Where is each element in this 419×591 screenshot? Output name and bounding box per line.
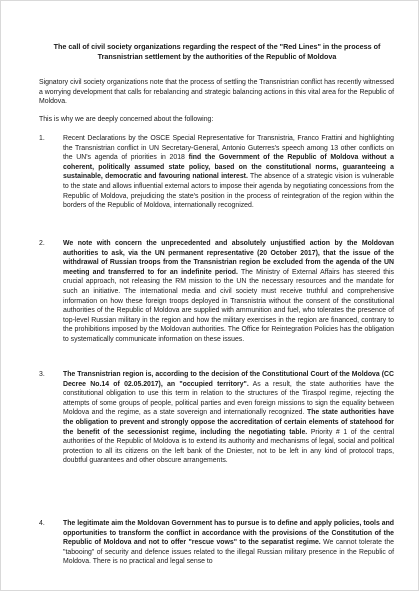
- document-title: The call of civil society organizations regarding the respect of the "Red Lines" in the process of Transnistrian settlement by the authorities of the Republic of Moldova: [53, 42, 381, 61]
- item-bold-text: find the Government of the Republic of Moldova without a coherent, politically assumed state policy, based on the constitutional norms, guaranteeing a sustainable, democratic and favouring national interest.: [63, 154, 394, 181]
- item-body: [63, 519, 394, 567]
- item-text: The absence of a strategic vision is vulnerable to the state and allows influential external actors to impose their agenda by negotiating concessions from the Republic of Moldova, prejudicing the state's position in the process of reintegration of the region within the borders of the Republic of Moldova, internationally recognized.: [63, 173, 394, 210]
- item-number: 3.: [39, 371, 45, 378]
- item-text: Recent Declarations by the OSCE Special Representative for Transnistria, Franco Frattini and highlighting the Transnistrian conflict in UN Secretary-General, Antonio Guterres's speech among 13 other conflicts on the UN's agenda of priorities in 2018: [63, 135, 394, 162]
- item-bold-text: The legitimate aim the Moldovan Government has to pursue is to define and apply policies, tools and opportunities to transform the conflict in accordance with the provisions of the Constitution of the Republic of Moldova and not to offer "rescue vows" to the separatist regime.: [63, 520, 394, 547]
- list-item: [39, 134, 394, 216]
- item-body: [63, 239, 394, 345]
- item-text: The Ministry of External Affairs has steered this crucial approach, not releasing the RM mission to the UN the necessary resources and the mandate for such an initiative. The international media and civil society must receive truthful and comprehensive information on how these foreign troops deployed in Transnistria without the consent of the constitutional authorities of the Republic of Moldova are supplied with ammunition and fuel, who tolerates the presence of top-level Russian military in the region and how the military exercises in the region are financed, contrary to the prohibitions imposed by the Moldovan authorities. The Office for Reintegration Policies has the obligation to systematically communicate information on these issues.: [63, 268, 394, 343]
- list-item: [39, 519, 394, 579]
- lead-paragraph: This is why we are deeply concerned about the following:: [39, 116, 214, 123]
- item-body: [63, 134, 394, 211]
- item-bold-text: We note with concern the unprecedented and absolutely unjustified action by the Moldovan authorities to ask, via the UN permanent representative (20 October 2017), that the issue of the withdrawal of Russian troops from the Transnistrian region be excluded from the agenda of the UN meeting and transferred to for an indefinite period.: [63, 240, 394, 276]
- intro-paragraph: Signatory civil society organizations note that the process of settling the Transnistrian conflict has recently witnessed a worrying development that calls for rebalancing and strategic balancing actions in this vital area for the Republic of Moldova.: [39, 79, 394, 106]
- item-number: 4.: [39, 520, 45, 527]
- item-bold-text: The Transnistrian region is, according to the decision of the Constitutional Court of the Moldova (CC Decree No.14 of 02.05.2017), an "occupied territory".: [63, 371, 394, 388]
- item-text: Priority # 1 of the central authorities of the Republic of Moldova is to extend its authority and mechanisms of legal, social and political protection to all its citizens on the left bank of the Dniester, not to be left in any kind of protocol traps, doubtful guarantees and other obscure arrangements.: [63, 428, 394, 465]
- item-number: 1.: [39, 135, 45, 142]
- item-text: We cannot tolerate the "tabooing" of security and defence issues related to the illegal Russian military presence in the Republic of Moldova. There is no practical and legal sense to: [63, 539, 394, 566]
- item-bold-text: The state authorities have the obligation to prevent and strongly oppose the accreditation of certain elements of statehood for the benefit of the secessionist regime, including the negotiating table.: [63, 409, 394, 436]
- list-item: [39, 370, 394, 470]
- item-number: 2.: [39, 240, 45, 247]
- list-item: [39, 239, 394, 349]
- item-text: As a result, the state authorities have the constitutional obligation to use this term in relation to the structures of the Tiraspol regime, rejecting the attempts of some groups of people, political parties and even foreign missions to sign the equality between Moldova and the regime, as a state sovereign and internationally recognized.: [63, 380, 394, 417]
- item-body: [63, 370, 394, 466]
